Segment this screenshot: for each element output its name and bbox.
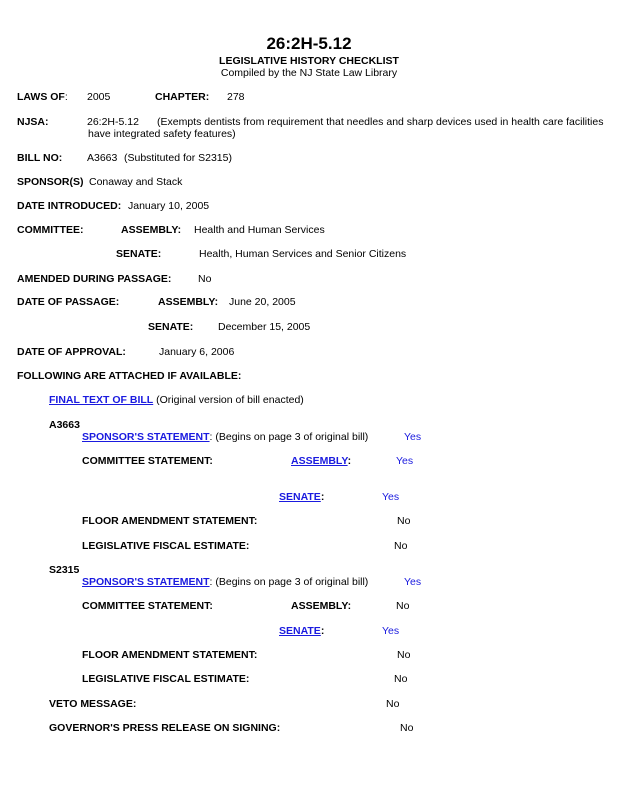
committee-assembly-value: Health and Human Services [194, 224, 325, 236]
a3663-assembly-row: ASSEMBLY: [291, 455, 352, 467]
s2315-sponsor-statement-note: : (Begins on page 3 of original bill) [209, 576, 369, 588]
compiled-by: Compiled by the NJ State Law Library [220, 67, 398, 79]
njsa-description: (Exempts dentists from requirement that needles and sharp devices used in health care facilities have integrated safety features) [88, 116, 604, 140]
bill-no-value: A3663 [87, 152, 118, 164]
s2315-committee-statement-label: COMMITTEE STATEMENT: [82, 600, 213, 612]
committee-label: COMMITTEE: [17, 224, 84, 236]
a3663-senate-yes[interactable]: Yes [382, 491, 400, 503]
passage-senate-label: SENATE: [148, 321, 194, 333]
veto-message-value: No [386, 698, 400, 710]
a3663-assembly-yes[interactable]: Yes [396, 455, 414, 467]
a3663-senate-link[interactable]: SENATE [279, 491, 321, 503]
s2315-assembly-label: ASSEMBLY: [291, 600, 352, 612]
bill-substituted: (Substituted for S2315) [124, 152, 232, 164]
amended-label: AMENDED DURING PASSAGE: [17, 273, 172, 285]
a3663-assembly-link[interactable]: ASSEMBLY [291, 455, 348, 467]
s2315-sponsor-row [82, 576, 368, 588]
committee-senate-value: Health, Human Services and Senior Citizens [199, 248, 407, 260]
date-of-approval-value: January 6, 2006 [159, 346, 235, 358]
a3663-floor-amendment-label: FLOOR AMENDMENT STATEMENT: [82, 515, 258, 527]
njsa-code: 26:2H-5.12 [87, 116, 139, 128]
veto-message-label: VETO MESSAGE: [49, 698, 137, 710]
laws-of-year: 2005 [87, 91, 111, 103]
passage-assembly-value: June 20, 2005 [229, 296, 296, 308]
final-text-note: (Original version of bill enacted) [156, 394, 304, 406]
amended-value: No [198, 273, 212, 285]
a3663-fiscal-estimate-value: No [394, 540, 408, 552]
a3663-sponsor-statement-note: : (Begins on page 3 of original bill) [209, 431, 369, 443]
s2315-sponsor-statement-link[interactable]: SPONSOR'S STATEMENT [82, 576, 210, 588]
a3663-sponsor-statement-yes[interactable]: Yes [404, 431, 422, 443]
chapter-value: 278 [227, 91, 245, 103]
a3663-sponsor-statement-link[interactable]: SPONSOR'S STATEMENT [82, 431, 210, 443]
a3663-committee-statement-label: COMMITTEE STATEMENT: [82, 455, 213, 467]
final-text-row [49, 394, 304, 406]
s2315-senate-yes[interactable]: Yes [382, 625, 400, 637]
date-of-passage-label: DATE OF PASSAGE: [17, 296, 120, 308]
s2315-floor-amendment-value: No [397, 649, 411, 661]
a3663-senate-row: SENATE: [279, 491, 325, 503]
attached-heading: FOLLOWING ARE ATTACHED IF AVAILABLE: [17, 370, 242, 382]
date-introduced-value: January 10, 2005 [128, 200, 210, 212]
a3663-heading: A3663 [49, 419, 80, 431]
s2315-fiscal-estimate-value: No [394, 673, 408, 685]
a3663-fiscal-estimate-label: LEGISLATIVE FISCAL ESTIMATE: [82, 540, 250, 552]
a3663-sponsor-row [82, 431, 368, 443]
bill-no-label: BILL NO: [17, 152, 63, 164]
s2315-assembly-value: No [396, 600, 410, 612]
passage-senate-value: December 15, 2005 [218, 321, 311, 333]
s2315-floor-amendment-label: FLOOR AMENDMENT STATEMENT: [82, 649, 258, 661]
page-title: 26:2H-5.12 [266, 34, 352, 53]
passage-assembly-label: ASSEMBLY: [158, 296, 219, 308]
a3663-floor-amendment-value: No [397, 515, 411, 527]
final-text-link[interactable]: FINAL TEXT OF BILL [49, 394, 154, 406]
s2315-heading: S2315 [49, 564, 80, 576]
page-subtitle: LEGISLATIVE HISTORY CHECKLIST [219, 55, 399, 67]
sponsors-value: Conaway and Stack [89, 176, 183, 188]
press-release-label: GOVERNOR'S PRESS RELEASE ON SIGNING: [49, 722, 281, 734]
s2315-sponsor-statement-yes[interactable]: Yes [404, 576, 422, 588]
committee-assembly-label: ASSEMBLY: [121, 224, 182, 236]
committee-senate-label: SENATE: [116, 248, 162, 260]
chapter-label: CHAPTER: [155, 91, 210, 103]
s2315-fiscal-estimate-label: LEGISLATIVE FISCAL ESTIMATE: [82, 673, 250, 685]
sponsors-label: SPONSOR(S) [17, 176, 84, 188]
press-release-value: No [400, 722, 414, 734]
laws-of-label: LAWS OF: [17, 91, 68, 103]
njsa-label: NJSA: [17, 116, 49, 128]
s2315-senate-row: SENATE: [279, 625, 325, 637]
date-of-approval-label: DATE OF APPROVAL: [17, 346, 126, 358]
date-introduced-label: DATE INTRODUCED: [17, 200, 122, 212]
s2315-senate-link[interactable]: SENATE [279, 625, 321, 637]
